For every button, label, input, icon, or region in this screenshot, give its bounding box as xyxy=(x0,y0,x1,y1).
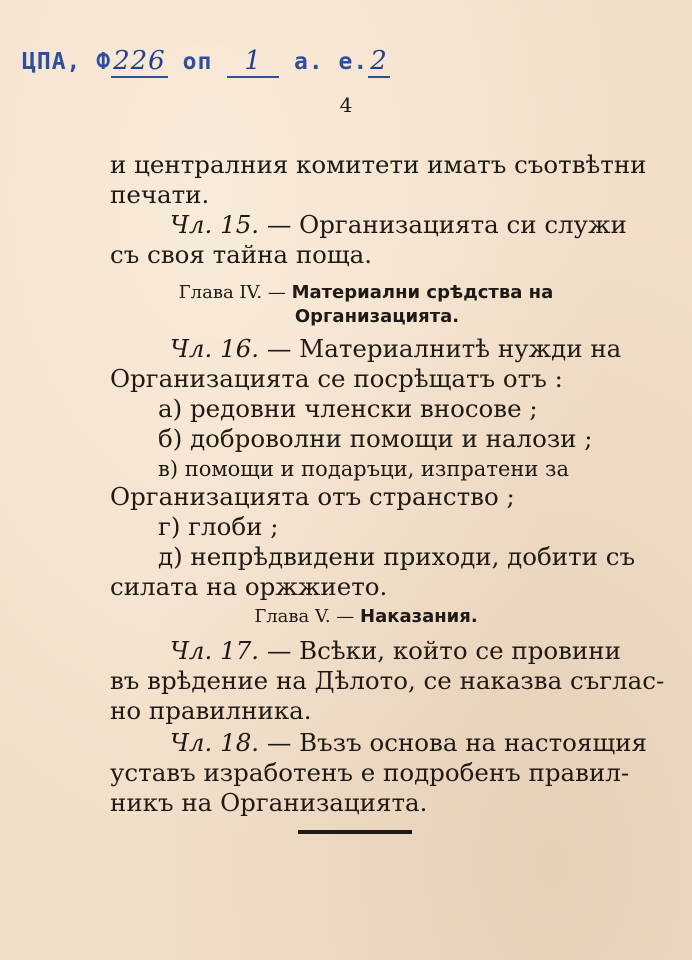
list-item-cont: силата на оржжието. xyxy=(110,572,388,601)
stamp-opis: 1 xyxy=(227,46,279,78)
text-line: но правилника. xyxy=(110,696,312,725)
article-17 xyxy=(110,636,690,666)
article-text: — Организацията си служи xyxy=(259,210,627,239)
text-line: печати. xyxy=(110,180,210,209)
text-line: съ своя тайна поща. xyxy=(110,240,373,269)
article-number: Чл. 15. xyxy=(170,210,260,239)
stamp-ae-label: а. е. xyxy=(294,49,369,75)
chapter-heading xyxy=(0,280,692,306)
article-text: — Възъ основа на настоящия xyxy=(259,728,647,757)
chapter-title-cont: Организацията. xyxy=(294,306,460,327)
closing-rule xyxy=(298,830,412,834)
article-text: — Всѣки, който се провини xyxy=(259,636,621,665)
chapter-heading xyxy=(0,604,692,630)
list-item: г) глоби ; xyxy=(158,512,279,541)
article-number: Чл. 17. xyxy=(170,636,260,665)
stamp-unit: 2 xyxy=(370,46,388,76)
page-number: 4 xyxy=(339,93,353,117)
stamp-op-label: оп xyxy=(182,49,213,75)
article-text: — Материалнитѣ нужди на xyxy=(259,334,622,363)
article-number: Чл. 18. xyxy=(170,728,260,757)
text-line: и централния комитети иматъ съотвѣтни xyxy=(110,150,647,179)
list-item: д) непрѣдвидени приходи, добити съ xyxy=(158,542,636,571)
text-line: въ врѣдение на Дѣлото, се наказва съглас- xyxy=(110,666,665,695)
text-line: уставъ изработенъ е подробенъ правил- xyxy=(110,758,630,787)
article-18 xyxy=(110,728,690,758)
list-item: а) редовни членски вносове ; xyxy=(158,394,538,423)
article-number: Чл. 16. xyxy=(170,334,260,363)
article-16 xyxy=(110,334,690,364)
text-line: никъ на Организацията. xyxy=(110,788,428,817)
chapter-title: Материални срѣдства на xyxy=(291,282,554,303)
chapter-prefix: Глава IV. — xyxy=(178,282,292,303)
article-15 xyxy=(110,210,690,240)
list-item-cont: Организацията отъ странство ; xyxy=(110,482,515,511)
list-item: б) доброволни помощи и налози ; xyxy=(158,424,593,453)
text-line: Организацията се посрѣщатъ отъ : xyxy=(110,364,563,393)
list-item: в) помощи и подаръци, изпратени за xyxy=(158,457,570,481)
stamp-prefix: ЦПА, Ф xyxy=(22,49,112,75)
archive-stamp xyxy=(22,46,390,78)
stamp-fond: 226 xyxy=(113,46,166,76)
chapter-prefix: Глава V. — xyxy=(254,606,361,627)
chapter-heading-cont xyxy=(0,304,692,330)
chapter-title: Наказания. xyxy=(360,606,478,627)
